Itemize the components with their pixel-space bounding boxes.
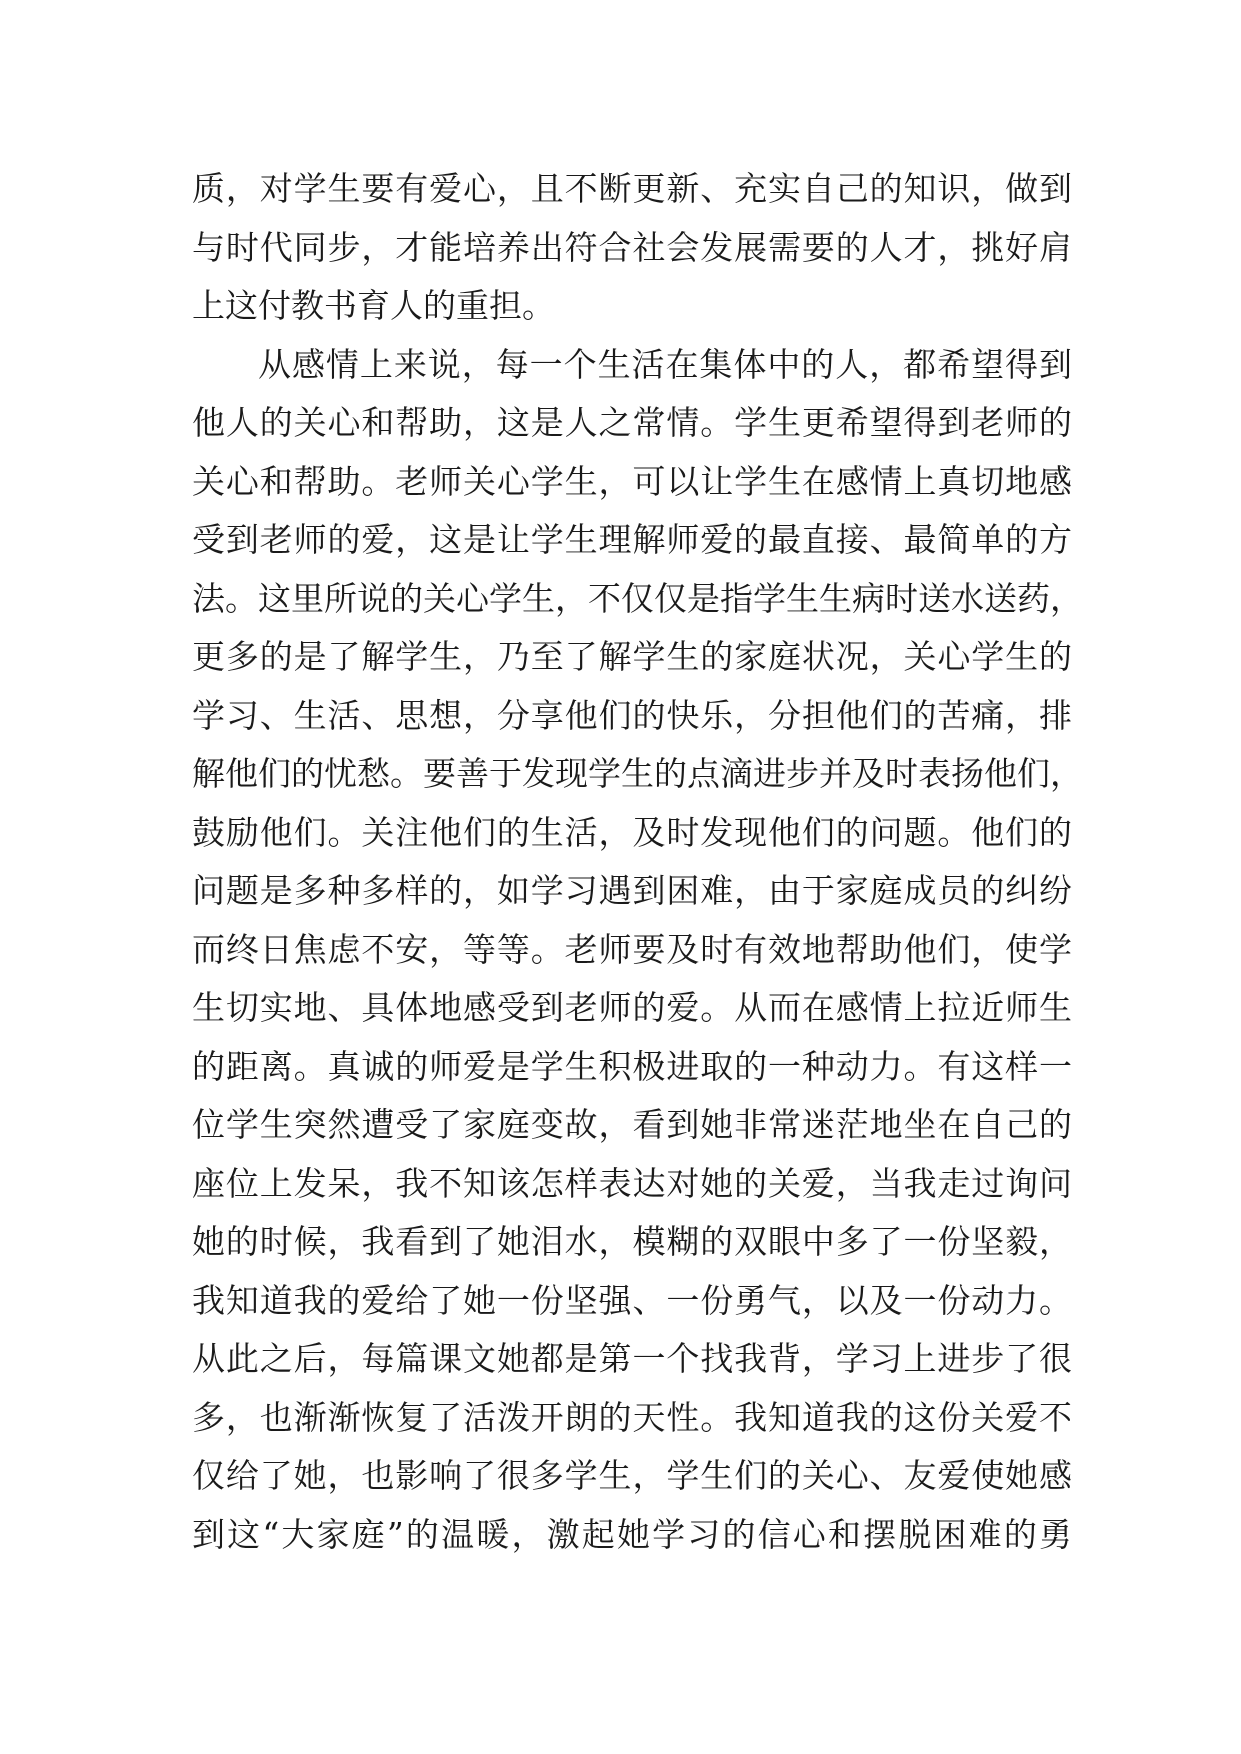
text-line: 的距离。真诚的师爱是学生积极进取的一种动力。有这样一 [192,1046,1072,1086]
text-line: 与时代同步，才能培养出符合社会发展需要的人才，挑好肩 [192,227,1072,267]
text-line: 从此之后，每篇课文她都是第一个找我背，学习上进步了很 [192,1339,1072,1378]
text-line: 到这“大家庭”的温暖，激起她学习的信心和摆脱困难的勇 [192,1514,1072,1554]
text-line: 仅给了她，也影响了很多学生，学生们的关心、友爱使她感 [192,1456,1072,1495]
text-line: 受到老师的爱，这是让学生理解师爱的最直接、最简单的方 [192,520,1072,559]
text-line: 关心和帮助。老师关心学生，可以让学生在感情上真切地感 [192,461,1072,501]
text-line: 生切实地、具体地感受到老师的爱。从而在感情上拉近师生 [192,988,1072,1027]
text-line: 问题是多种多样的，如学习遇到困难，由于家庭成员的纠纷 [192,871,1072,910]
text-line: 更多的是了解学生，乃至了解学生的家庭状况，关心学生的 [192,637,1072,676]
text-line: 学习、生活、思想，分享他们的快乐，分担他们的苦痛，排 [192,695,1072,735]
text-line: 她的时候，我看到了她泪水，模糊的双眼中多了一份坚毅， [192,1222,1072,1261]
paragraph-first-line: 从感情上来说，每一个生活在集体中的人，都希望得到 [258,344,1072,384]
text-line: 上这付教书育人的重担。 [192,286,555,325]
text-line: 我知道我的爱给了她一份坚强、一份勇气，以及一份动力。 [192,1280,1072,1320]
text-line: 法。这里所说的关心学生，不仅仅是指学生生病时送水送药， [192,578,1083,618]
text-line: 位学生突然遭受了家庭变故，看到她非常迷茫地坐在自己的 [192,1105,1072,1144]
text-line: 而终日焦虑不安，等等。老师要及时有效地帮助他们，使学 [192,929,1072,969]
text-line: 质，对学生要有爱心，且不断更新、充实自己的知识，做到 [192,169,1072,208]
text-line: 多，也渐渐恢复了活泼开朗的天性。我知道我的这份关爱不 [192,1397,1072,1437]
text-line: 鼓励他们。关注他们的生活，及时发现他们的问题。他们的 [192,812,1072,852]
text-line: 解他们的忧愁。要善于发现学生的点滴进步并及时表扬他们， [192,754,1083,793]
text-line: 座位上发呆，我不知该怎样表达对她的关爱，当我走过询问 [192,1163,1072,1203]
body-text [192,160,1083,1564]
text-line: 他人的关心和帮助，这是人之常情。学生更希望得到老师的 [192,403,1072,442]
